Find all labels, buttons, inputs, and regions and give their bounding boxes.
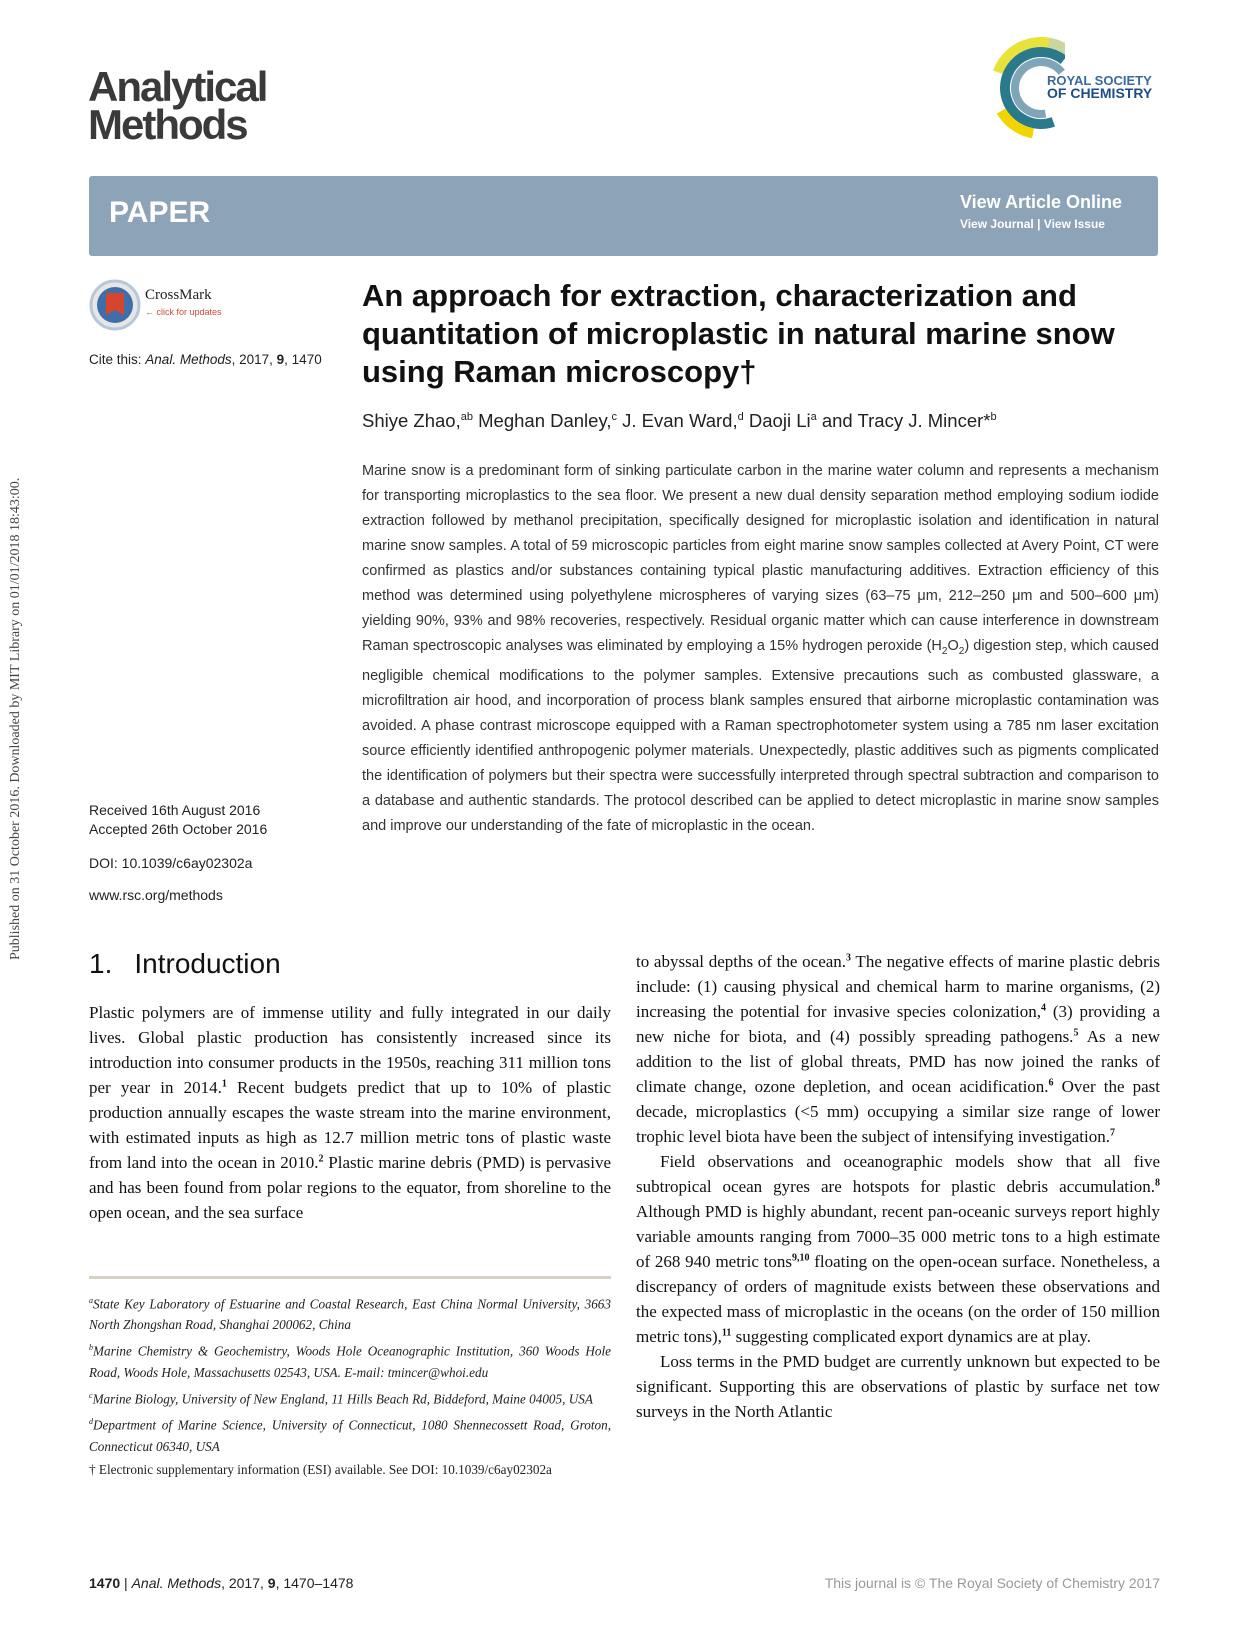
author-name: Shiye Zhao, (362, 410, 461, 431)
author-affiliation: ab (460, 410, 473, 423)
download-stamp: Published on 31 October 2016. Downloaded by MIT Library on 01/01/2018 18:43:00. (8, 477, 23, 960)
article-type-banner (89, 176, 1158, 256)
crossmark-label: CrossMark (145, 287, 212, 303)
paragraph: to abyssal depths of the ocean.$^3$ The negative effects of marine plastic debris include: (1) causing physical and chemical harm to marine organisms, (2) increasing the potential for invasive species colonization,$^4$ (3) providing a new niche for biota, and (4) possibly spreading pathogens.$^5$ As a new addition to the list of global threats, PMD has now joined the ranks of climate change, ozone depletion, and ocean acidification.$^6$ Over the past decade, microplastics (<5 mm) occupying a similar size range of lower trophic level biota have been the subject of intensifying investigation.$^7$ (636, 952, 1161, 1146)
cite-year: , 2017, (231, 352, 277, 367)
author-list (362, 410, 1162, 432)
author-affiliation: b (990, 410, 997, 423)
footnote: $^d$Department of Marine Science, University of Connecticut, 1080 Shennecossett Road, Groton, Connecticut 06340, USA (89, 1417, 611, 1454)
author-name: and Tracy J. Mincer* (816, 410, 991, 431)
doi[interactable]: DOI: 10.1039/c6ay02302a (89, 855, 253, 871)
citation-ref[interactable]: 11 (721, 1327, 732, 1339)
esi-note: † Electronic supplementary information (ESI) available. See DOI: 10.1039/c6ay02302a (89, 1461, 552, 1477)
citation-ref[interactable]: 9,10 (791, 1252, 810, 1264)
cite-journal: Anal. Methods (145, 352, 232, 367)
banner-link-separator: | (1037, 217, 1041, 231)
intro-left-column (89, 1000, 611, 1225)
view-journal-link[interactable]: View Journal (959, 217, 1034, 231)
footnote: $^a$State Key Laboratory of Estuarine and Coastal Research, East China Normal University, 3663 North Zhongshan Road, Shanghai 200062, China (89, 1296, 611, 1333)
footnote-divider (89, 1276, 611, 1279)
copyright-notice: This journal is © The Royal Society of Chemistry 2017 (824, 1575, 1160, 1591)
page-footer-citation: 1470 | Anal. Methods, 2017, 9, 1470–1478 (89, 1575, 354, 1591)
view-article-online-link[interactable]: View Article Online (959, 192, 1122, 212)
section-heading (89, 948, 281, 980)
crossmark-icon (89, 279, 141, 331)
paragraph: Field observations and oceanographic models show that all five subtropical ocean gyres are hotspots for plastic debris accumulation.$^8$ Although PMD is highly abundant, recent pan-oceanic surveys report highly variable amounts ranging from 7000–35 000 metric tons to a high estimate of 268 940 metric tons$^{9,10}$ floating on the open-ocean surface. Nonetheless, a discrepancy of orders of magnitude exists between these observations and the expected mass of microplastic in the oceans (on the order of 150 million metric tons),$^{11}$ suggesting complicated export dynamics are at play. (636, 1152, 1160, 1346)
paragraph: Loss terms in the PMD budget are currently unknown but expected to be significant. Supporting this are observations of plastic by surface net tow surveys in the North Atlantic (636, 1352, 1160, 1421)
paper-title: An approach for extraction, characterization and quantitation of microplastic in natural marine snow using Raman microscopy† (362, 278, 1115, 389)
intro-right-column (636, 949, 1160, 1424)
rsc-logo-line2: OF CHEMISTRY (1047, 85, 1153, 101)
citation-ref[interactable]: 3 (846, 952, 852, 964)
journal-title-line1: Analytical (88, 63, 267, 110)
crossmark-badge[interactable] (89, 279, 249, 331)
footer-volume: 9 (267, 1575, 276, 1591)
author-name: Meghan Danley, (472, 410, 612, 431)
citation-ref[interactable]: 5 (1073, 1027, 1079, 1039)
received-date: Received 16th August 2016 (89, 802, 261, 818)
citation-ref[interactable]: 6 (1048, 1077, 1054, 1089)
article-dates (89, 801, 267, 839)
citation-ref[interactable]: 1 (221, 1078, 227, 1090)
cite-prefix: Cite this: (89, 352, 142, 367)
author-affiliation: d (737, 410, 744, 423)
citation-ref[interactable]: 2 (318, 1153, 324, 1165)
author-affiliation: a (810, 410, 817, 423)
journal-website-link[interactable]: www.rsc.org/methods (89, 887, 223, 903)
footnote: $^b$Marine Chemistry & Geochemistry, Woods Hole Oceanographic Institution, 360 Woods Hole Road, Woods Hole, Massachusetts 02543, USA. E-mail: tmincer@whoi.edu (89, 1343, 611, 1380)
rsc-logo-line1: ROYAL SOCIETY (1047, 73, 1152, 88)
banner-links (960, 192, 1122, 231)
crossmark-sublabel: ← click for updates (145, 307, 222, 317)
cite-volume: 9 (276, 352, 285, 367)
view-issue-link[interactable]: View Issue (1043, 217, 1105, 231)
author-affiliation: c (611, 410, 617, 423)
citation-line (89, 352, 322, 367)
rsc-logo-text (1047, 74, 1152, 100)
article-type-label: PAPER (109, 196, 211, 229)
footnotes (89, 1290, 611, 1482)
citation-ref[interactable]: 8 (1155, 1177, 1160, 1189)
footnote: $^c$Marine Biology, University of New England, 11 Hills Beach Rd, Biddeford, Maine 04005, USA (89, 1390, 593, 1407)
author-name: Daoji Li (743, 410, 811, 431)
accepted-date: Accepted 26th October 2016 (89, 821, 268, 837)
section-title: Introduction (134, 948, 281, 979)
journal-title-line2: Methods (88, 101, 247, 148)
paragraph: Plastic polymers are of immense utility and fully integrated in our daily lives. Global plastic production has consistently increased since its introduction into consumer products in the 1950s, reaching 311 million tons per year in 2014.$^1$ Recent budgets predict that up to 10% of plastic production annually escapes the waste stream into the marine environment, with estimated inputs as high as 12.7 million metric tons of plastic waste from land into the ocean in 2010.$^2$ Plastic marine debris (PMD) is pervasive and has been found from polar regions to the equator, from shoreline to the open ocean, and the sea surface (89, 1003, 612, 1222)
footer-journal: Anal. Methods (131, 1575, 222, 1591)
citation-ref[interactable]: 4 (1041, 1002, 1046, 1014)
cite-page: , 1470 (284, 352, 322, 367)
citation-ref[interactable]: 7 (1109, 1127, 1115, 1139)
rsc-logo[interactable] (985, 32, 1160, 144)
abstract: Marine snow is a predominant form of sinking particulate carbon in the marine water column and represents a mechanism for transporting microplastics to the sea floor. We present a new dual density separation method employing sodium iodide extraction followed by methanol precipitation, specifically designed for microplastic isolation and identification in natural marine snow samples. A total of 59 microscopic particles from eight marine snow samples collected at Avery Point, CT were confirmed as plastics and/or substances containing typical plastic manufacturing additives. Extraction efficiency of this method was determined using polyethylene microspheres of varying sizes (63–75 μm, 212–250 μm and 500–600 μm) yielding 90%, 93% and 98% recoveries, respectively. Residual organic matter which can cause interference in downstream Raman spectroscopic analyses was eliminated by employing a 15% hydrogen peroxide $(H_2O_2)$ digestion step, which caused negligible chemical modifications to the polymer samples. Extensive precautions such as combusted glassware, a microfiltration air hood, and incorporation of process blank samples ensured that airborne microplastic contamination was avoided. A phase contrast microscope equipped with a Raman spectrophotometer system using a 785 nm laser excitation source efficiently identified anthropogenic polymer materials. Unexpectedly, plastic additives such as pigments complicated the identification of polymers but their spectra were successfully interpreted through spectral subtraction and comparison to a database and authentic standards. The protocol described can be applied to detect microplastic in marine snow samples and improve our understanding of the fate of microplastic in the ocean. (362, 463, 1159, 834)
author-name: J. Evan Ward, (616, 410, 738, 431)
journal-title (88, 63, 267, 148)
page-number: 1470 (89, 1575, 121, 1591)
section-number: 1. (89, 948, 113, 979)
